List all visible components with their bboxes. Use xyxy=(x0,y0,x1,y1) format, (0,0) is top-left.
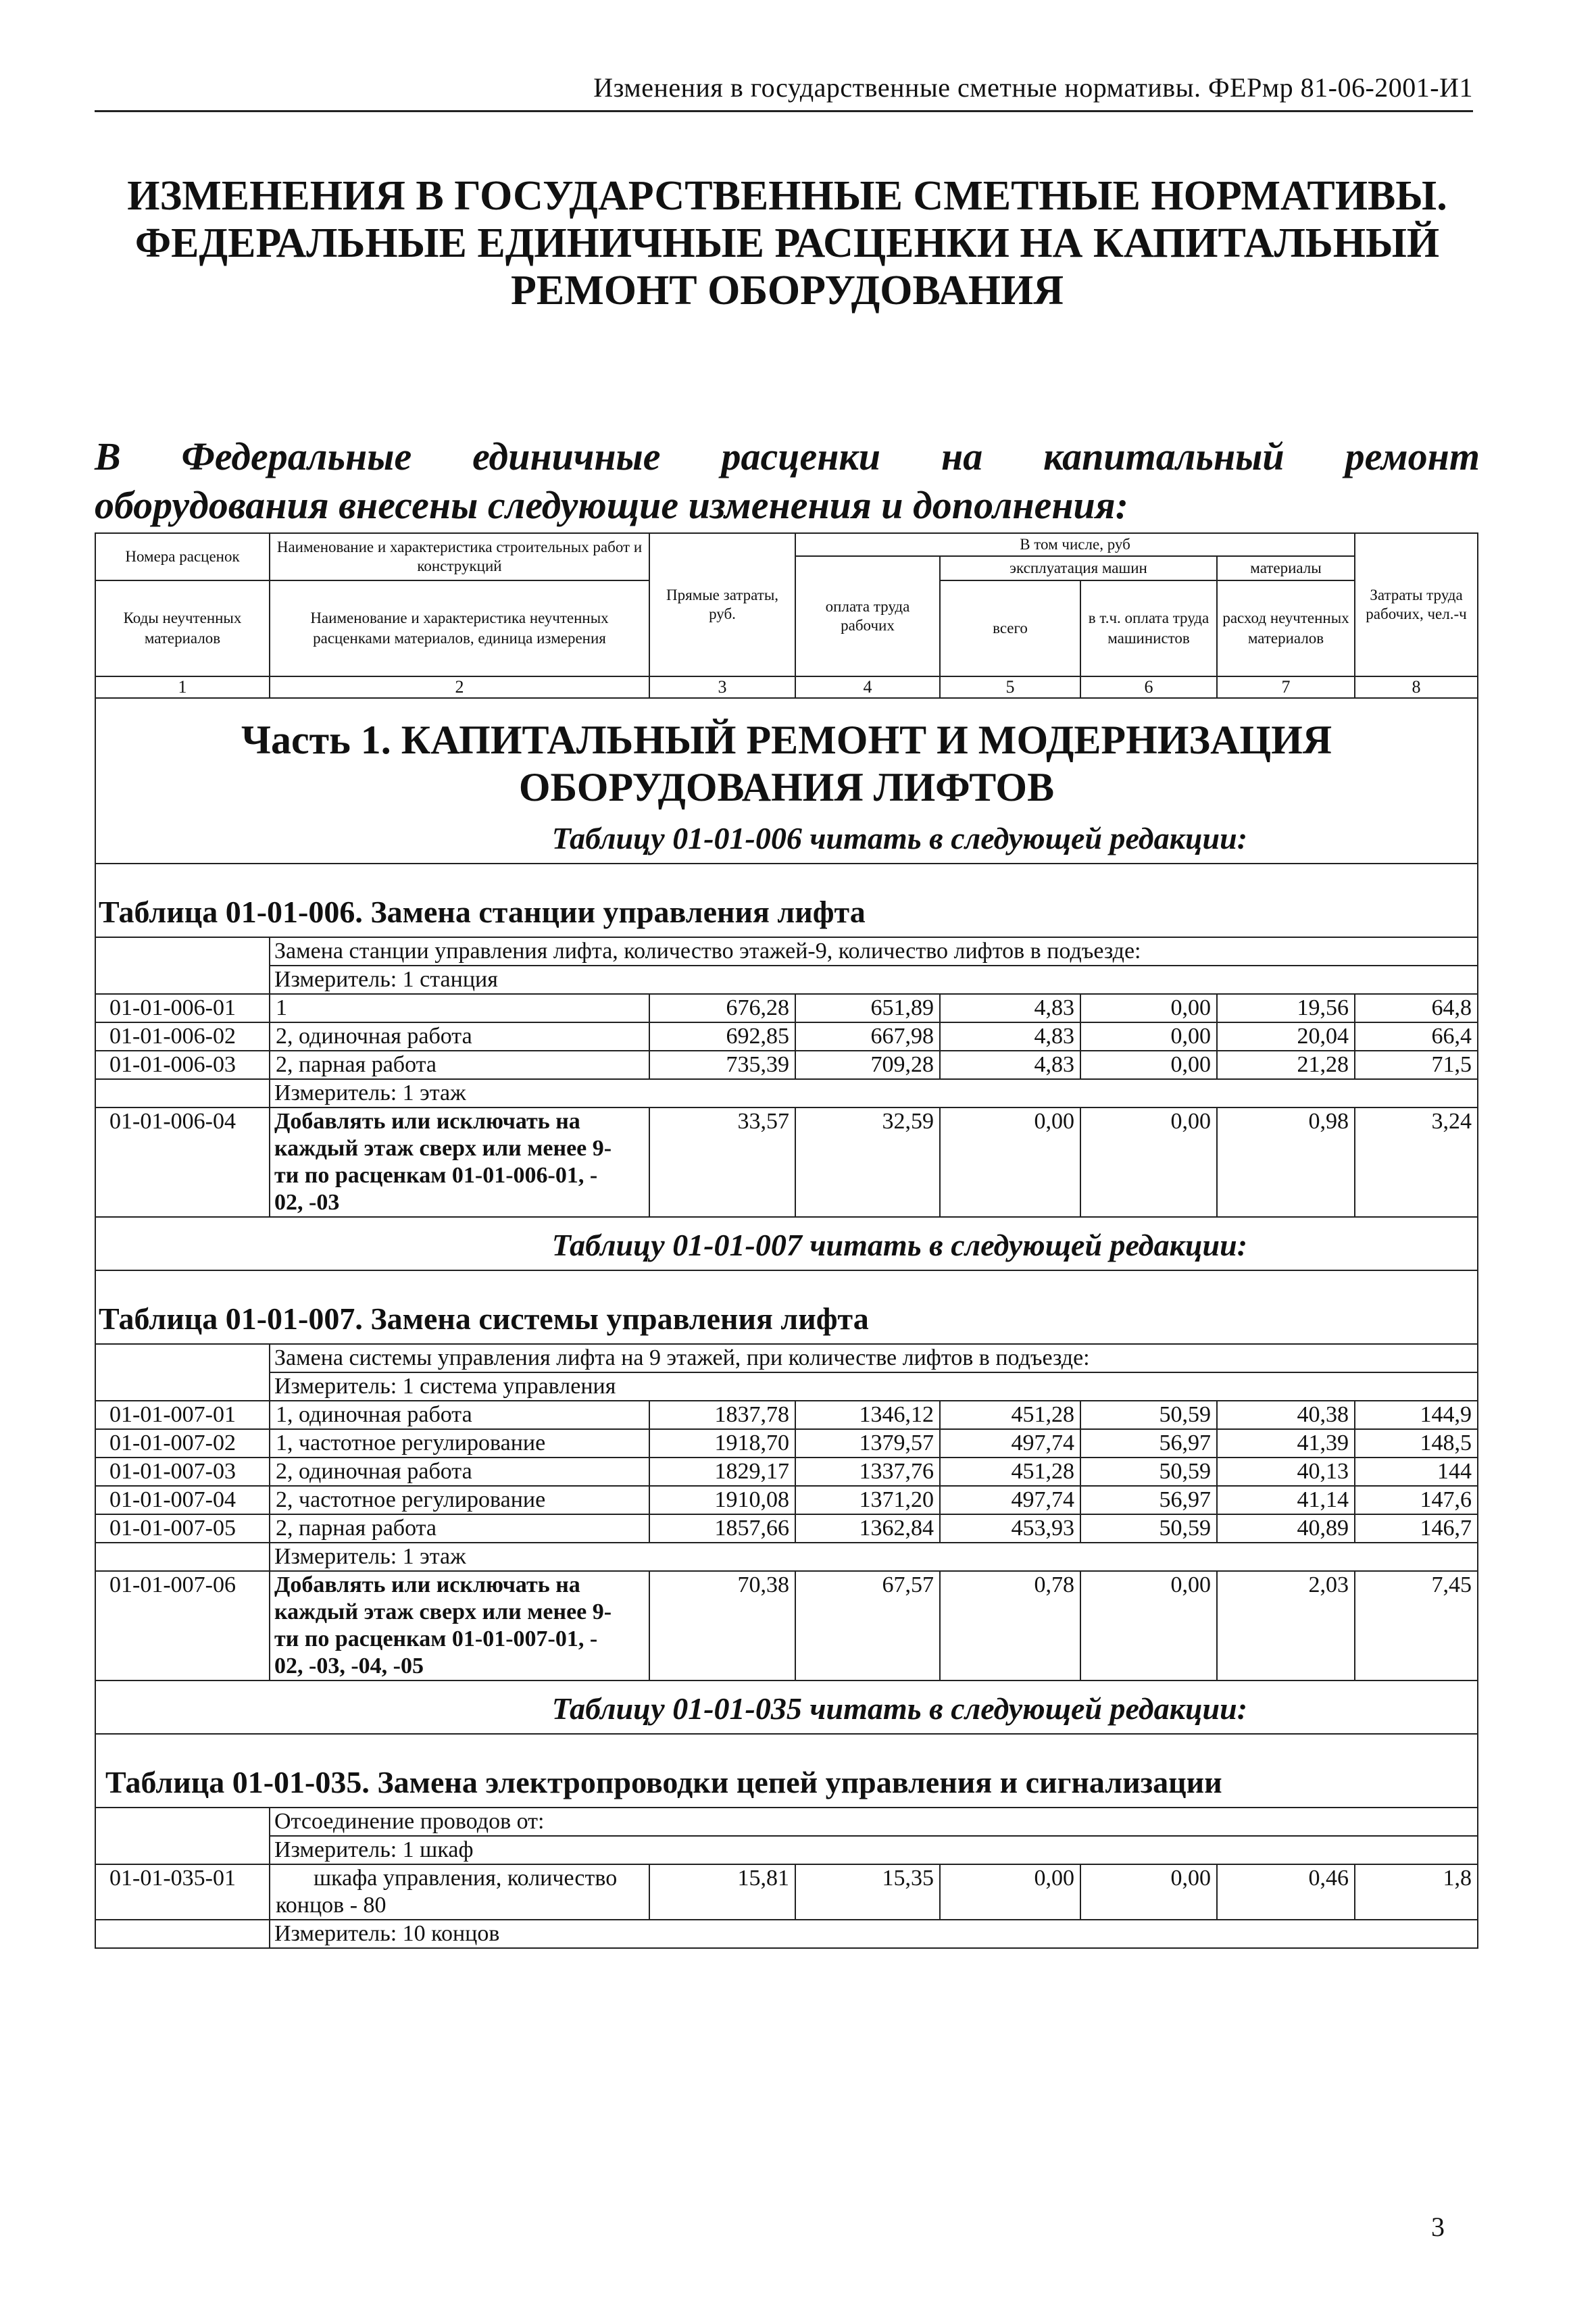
column-number: 8 xyxy=(1355,676,1478,698)
rate-code: 01-01-007-02 xyxy=(95,1429,270,1458)
table-row xyxy=(95,1864,1478,1920)
materials-value: 19,56 xyxy=(1217,994,1355,1022)
machinist-pay-value: 50,59 xyxy=(1080,1401,1217,1429)
materials-value: 40,89 xyxy=(1217,1514,1355,1543)
table-row xyxy=(95,1022,1478,1051)
direct-costs-value: 1837,78 xyxy=(649,1401,795,1429)
rate-code: 01-01-007-01 xyxy=(95,1401,270,1429)
column-number: 1 xyxy=(95,676,270,698)
column-number: 2 xyxy=(270,676,649,698)
rate-name-extra xyxy=(270,1107,649,1217)
header-work-name: Наименование и характеристика строительных работ и конструкций xyxy=(270,533,649,580)
direct-costs-value: 735,39 xyxy=(649,1051,795,1079)
rate-code: 01-01-006-04 xyxy=(95,1107,270,1217)
materials-value: 2,03 xyxy=(1217,1571,1355,1681)
direct-costs-value: 70,38 xyxy=(649,1571,795,1681)
section-description: Замена системы управления лифта на 9 этажей, при количестве лифтов в подъезде: xyxy=(270,1344,1478,1372)
direct-costs-value: 692,85 xyxy=(649,1022,795,1051)
machinist-pay-value: 56,97 xyxy=(1080,1429,1217,1458)
section-caption: Таблицу 01-01-035 читать в следующей редакции: xyxy=(95,1681,1478,1734)
machine-total-value: 453,93 xyxy=(940,1514,1080,1543)
rate-name-line: Добавлять или исключать на xyxy=(274,1572,580,1597)
column-number: 5 xyxy=(940,676,1080,698)
machine-total-value: 0,00 xyxy=(940,1864,1080,1920)
direct-costs-value: 1910,08 xyxy=(649,1486,795,1514)
rates-table xyxy=(95,532,1478,1949)
machine-total-value: 4,83 xyxy=(940,1022,1080,1051)
worker-pay-value: 32,59 xyxy=(795,1107,940,1217)
header-total: всего xyxy=(940,580,1080,676)
machinist-pay-value: 0,00 xyxy=(1080,1107,1217,1217)
intro-word: на xyxy=(941,434,983,478)
table-row xyxy=(95,1571,1478,1681)
labor-costs-value: 1,8 xyxy=(1355,1864,1478,1920)
header-codes: Коды неучтенных материалов xyxy=(95,580,270,676)
labor-costs-value: 144 xyxy=(1355,1458,1478,1486)
rate-name xyxy=(270,1864,649,1920)
header-incl: В том числе, руб xyxy=(795,533,1355,556)
rate-name-line: 02, -03, -04, -05 xyxy=(274,1653,424,1678)
intro-line xyxy=(95,432,1480,481)
header-material-usage: расход неучтенных материалов xyxy=(1217,580,1355,676)
labor-costs-value: 146,7 xyxy=(1355,1514,1478,1543)
header-rate-numbers: Номера расценок xyxy=(95,533,270,580)
intro-word: единичные xyxy=(472,434,661,478)
intro-word: В xyxy=(95,434,121,478)
materials-value: 40,13 xyxy=(1217,1458,1355,1486)
rate-code: 01-01-006-02 xyxy=(95,1022,270,1051)
rate-name: 1 xyxy=(270,994,649,1022)
machine-total-value: 4,83 xyxy=(940,1051,1080,1079)
table-row xyxy=(95,1514,1478,1543)
meter-label: Измеритель: 1 система управления xyxy=(270,1372,1478,1401)
table-row xyxy=(95,1401,1478,1429)
header-materials: материалы xyxy=(1217,556,1355,580)
intro-paragraph xyxy=(95,432,1480,530)
section-title: Таблица 01-01-006. Замена станции управления лифта xyxy=(95,864,1478,937)
intro-word: капитальный xyxy=(1043,434,1285,478)
labor-costs-value: 147,6 xyxy=(1355,1486,1478,1514)
worker-pay-value: 709,28 xyxy=(795,1051,940,1079)
machinist-pay-value: 0,00 xyxy=(1080,994,1217,1022)
section-description: Отсоединение проводов от: xyxy=(270,1808,1478,1836)
rate-code: 01-01-006-03 xyxy=(95,1051,270,1079)
page-header xyxy=(95,65,1473,112)
intro-line: оборудования внесены следующие изменения и дополнения: xyxy=(95,483,1128,527)
table-row xyxy=(95,994,1478,1022)
worker-pay-value: 1362,84 xyxy=(795,1514,940,1543)
labor-costs-value: 66,4 xyxy=(1355,1022,1478,1051)
table-row xyxy=(95,1107,1478,1217)
meter-label: Измеритель: 1 этаж xyxy=(270,1543,1478,1571)
rate-name-line: Добавлять или исключать на xyxy=(274,1109,580,1134)
materials-value: 0,46 xyxy=(1217,1864,1355,1920)
labor-costs-value: 144,9 xyxy=(1355,1401,1478,1429)
machinist-pay-value: 50,59 xyxy=(1080,1514,1217,1543)
machinist-pay-value: 0,00 xyxy=(1080,1022,1217,1051)
materials-value: 21,28 xyxy=(1217,1051,1355,1079)
header-material-name: Наименование и характеристика неучтенных расценками материалов, единица измерения xyxy=(270,580,649,676)
column-number: 7 xyxy=(1217,676,1355,698)
document-title-line: ФЕДЕРАЛЬНЫЕ ЕДИНИЧНЫЕ РАСЦЕНКИ НА КАПИТАЛЬНЫЙ xyxy=(134,220,1440,266)
direct-costs-value: 15,81 xyxy=(649,1864,795,1920)
machinist-pay-value: 0,00 xyxy=(1080,1864,1217,1920)
worker-pay-value: 67,57 xyxy=(795,1571,940,1681)
section-caption: Таблицу 01-01-007 читать в следующей редакции: xyxy=(95,1217,1478,1270)
section-caption: Таблицу 01-01-006 читать в следующей редакции: xyxy=(95,811,1478,864)
rate-code: 01-01-007-03 xyxy=(95,1458,270,1486)
machine-total-value: 0,00 xyxy=(940,1107,1080,1217)
labor-costs-value: 148,5 xyxy=(1355,1429,1478,1458)
direct-costs-value: 1829,17 xyxy=(649,1458,795,1486)
rate-name-line: концов - 80 xyxy=(276,1893,386,1918)
table-row xyxy=(95,1051,1478,1079)
intro-word: расценки xyxy=(721,434,881,478)
worker-pay-value: 1371,20 xyxy=(795,1486,940,1514)
rate-name: 1, частотное регулирование xyxy=(270,1429,649,1458)
rate-name: 2, одиночная работа xyxy=(270,1458,649,1486)
direct-costs-value: 1918,70 xyxy=(649,1429,795,1458)
labor-costs-value: 7,45 xyxy=(1355,1571,1478,1681)
rate-name: 2, парная работа xyxy=(270,1514,649,1543)
rate-code: 01-01-007-06 xyxy=(95,1571,270,1681)
rate-name-line: каждый этаж сверх или менее 9- xyxy=(274,1136,612,1161)
header-incl-machinist-pay: в т.ч. оплата труда машинистов xyxy=(1080,580,1217,676)
machinist-pay-value: 0,00 xyxy=(1080,1051,1217,1079)
rate-name-line: 02, -03 xyxy=(274,1190,340,1215)
header-direct-costs: Прямые затраты, руб. xyxy=(649,533,795,676)
rate-name: 1, одиночная работа xyxy=(270,1401,649,1429)
machine-total-value: 4,83 xyxy=(940,994,1080,1022)
machine-total-value: 497,74 xyxy=(940,1486,1080,1514)
machinist-pay-value: 50,59 xyxy=(1080,1458,1217,1486)
rate-code: 01-01-007-05 xyxy=(95,1514,270,1543)
rate-code: 01-01-007-04 xyxy=(95,1486,270,1514)
rate-name-line: шкафа управления, количество xyxy=(314,1866,618,1891)
worker-pay-value: 667,98 xyxy=(795,1022,940,1051)
table-row xyxy=(95,1458,1478,1486)
rate-name-extra xyxy=(270,1571,649,1681)
part-title-line: Часть 1. КАПИТАЛЬНЫЙ РЕМОНТ И МОДЕРНИЗАЦИЯ xyxy=(241,718,1332,762)
labor-costs-value: 3,24 xyxy=(1355,1107,1478,1217)
rate-name: 2, одиночная работа xyxy=(270,1022,649,1051)
machine-total-value: 451,28 xyxy=(940,1458,1080,1486)
direct-costs-value: 1857,66 xyxy=(649,1514,795,1543)
machine-total-value: 451,28 xyxy=(940,1401,1080,1429)
meter-label: Измеритель: 1 станция xyxy=(270,966,1478,994)
rate-name-line: каждый этаж сверх или менее 9- xyxy=(274,1599,612,1624)
materials-value: 41,39 xyxy=(1217,1429,1355,1458)
rate-name: 2, частотное регулирование xyxy=(270,1486,649,1514)
column-number: 4 xyxy=(795,676,940,698)
materials-value: 0,98 xyxy=(1217,1107,1355,1217)
section-title: Таблица 01-01-035. Замена электропроводки цепей управления и сигнализации xyxy=(95,1734,1478,1808)
document-title-line: ИЗМЕНЕНИЯ В ГОСУДАРСТВЕННЫЕ СМЕТНЫЕ НОРМАТИВЫ. xyxy=(127,173,1447,219)
section-description: Замена станции управления лифта, количество этажей-9, количество лифтов в подъезде: xyxy=(270,937,1478,966)
worker-pay-value: 1346,12 xyxy=(795,1401,940,1429)
rate-name: 2, парная работа xyxy=(270,1051,649,1079)
rate-code: 01-01-035-01 xyxy=(95,1864,270,1920)
column-number: 6 xyxy=(1080,676,1217,698)
machine-total-value: 0,78 xyxy=(940,1571,1080,1681)
meter-label: Измеритель: 10 концов xyxy=(270,1920,1478,1948)
header-labor-costs: Затраты труда рабочих, чел.-ч xyxy=(1355,533,1478,676)
worker-pay-value: 651,89 xyxy=(795,994,940,1022)
labor-costs-value: 64,8 xyxy=(1355,994,1478,1022)
worker-pay-value: 1337,76 xyxy=(795,1458,940,1486)
materials-value: 20,04 xyxy=(1217,1022,1355,1051)
materials-value: 41,14 xyxy=(1217,1486,1355,1514)
document-title-line: РЕМОНТ ОБОРУДОВАНИЯ xyxy=(511,268,1064,314)
labor-costs-value: 71,5 xyxy=(1355,1051,1478,1079)
section-title: Таблица 01-01-007. Замена системы управления лифта xyxy=(95,1270,1478,1344)
page-header-text: Изменения в государственные сметные нормативы. ФЕРмр 81-06-2001-И1 xyxy=(593,72,1473,103)
meter-label: Измеритель: 1 шкаф xyxy=(270,1836,1478,1864)
rate-name-line: ти по расценкам 01-01-007-01, - xyxy=(274,1626,598,1651)
table-row xyxy=(95,1486,1478,1514)
intro-word: Федеральные xyxy=(181,434,412,478)
part-title-line: ОБОРУДОВАНИЯ ЛИФТОВ xyxy=(518,765,1055,810)
header-worker-pay: оплата труда рабочих xyxy=(795,556,940,676)
worker-pay-value: 1379,57 xyxy=(795,1429,940,1458)
machinist-pay-value: 0,00 xyxy=(1080,1571,1217,1681)
rate-name-line: ти по расценкам 01-01-006-01, - xyxy=(274,1163,598,1188)
header-machine-operation: эксплуатация машин xyxy=(940,556,1217,580)
worker-pay-value: 15,35 xyxy=(795,1864,940,1920)
intro-word: ремонт xyxy=(1345,434,1480,478)
document-title xyxy=(101,172,1473,314)
column-number: 3 xyxy=(649,676,795,698)
machine-total-value: 497,74 xyxy=(940,1429,1080,1458)
meter-label: Измеритель: 1 этаж xyxy=(270,1079,1478,1107)
materials-value: 40,38 xyxy=(1217,1401,1355,1429)
direct-costs-value: 33,57 xyxy=(649,1107,795,1217)
direct-costs-value: 676,28 xyxy=(649,994,795,1022)
table-row xyxy=(95,1429,1478,1458)
rate-code: 01-01-006-01 xyxy=(95,994,270,1022)
part-title xyxy=(95,698,1478,811)
page-number: 3 xyxy=(1431,2212,1445,2242)
machinist-pay-value: 56,97 xyxy=(1080,1486,1217,1514)
